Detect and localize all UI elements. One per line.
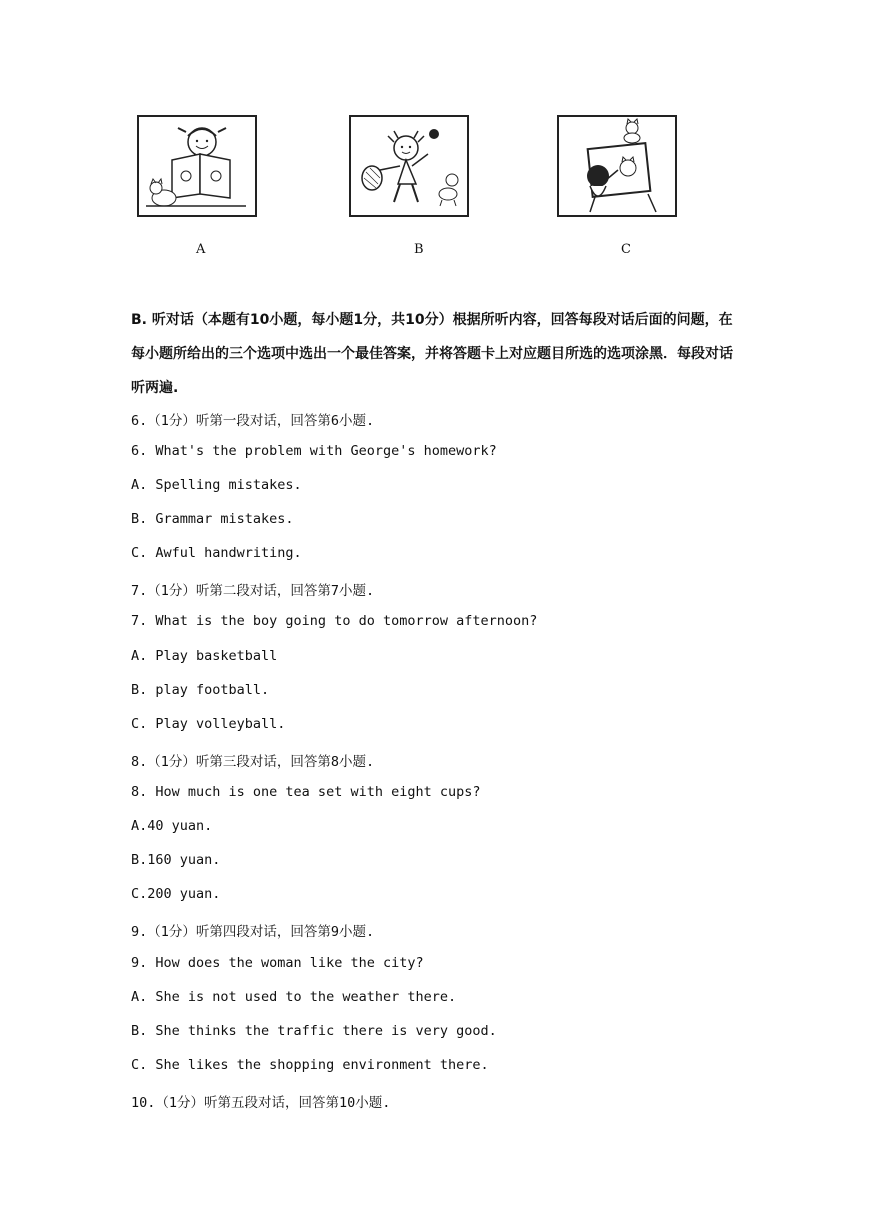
picture-b-caption: B xyxy=(414,242,424,257)
girl-painting-illustration xyxy=(556,114,678,218)
q8-question: 8. How much is one tea set with eight cups? xyxy=(131,784,481,800)
q6-option-c: C. Awful handwriting. xyxy=(131,545,302,561)
q8-instruction: 8.（1分）听第三段对话，回答第8小题. xyxy=(131,754,375,770)
q9-instruction: 9.（1分）听第四段对话，回答第9小题. xyxy=(131,924,375,940)
girl-reading-illustration xyxy=(136,114,258,218)
girl-tennis-illustration xyxy=(348,114,470,218)
q7-instruction: 7.（1分）听第二段对话，回答第7小题. xyxy=(131,583,375,599)
q9-option-a: A. She is not used to the weather there. xyxy=(131,989,457,1005)
picture-c xyxy=(556,114,678,218)
q6-option-b: B. Grammar mistakes. xyxy=(131,511,294,527)
section-b-instructions: B. 听对话（本题有10小题，每小题1分，共10分）根据所听内容，回答每段对话后面的问题，在每小题所给出的三个选项中选出一个最佳答案，并将答题卡上对应题目所选的选项涂黑．每段对话听两遍. xyxy=(131,312,733,396)
picture-a xyxy=(136,114,258,218)
q8-option-a: A.40 yuan. xyxy=(131,818,213,834)
q6-question: 6. What's the problem with George's homework? xyxy=(131,443,497,459)
q6-option-a: A. Spelling mistakes. xyxy=(131,477,302,493)
q6-instruction: 6.（1分）听第一段对话，回答第6小题. xyxy=(131,413,375,429)
q7-option-b: B. play football. xyxy=(131,682,270,698)
picture-a-caption: A xyxy=(196,242,206,257)
q9-option-c: C. She likes the shopping environment there. xyxy=(131,1057,489,1073)
q9-option-b: B. She thinks the traffic there is very good. xyxy=(131,1023,497,1039)
q7-option-a: A. Play basketball xyxy=(131,648,278,664)
picture-b xyxy=(348,114,470,218)
q9-question: 9. How does the woman like the city? xyxy=(131,955,424,971)
q8-option-c: C.200 yuan. xyxy=(131,886,221,902)
picture-c-caption: C xyxy=(621,242,631,257)
q7-option-c: C. Play volleyball. xyxy=(131,716,286,732)
q8-option-b: B.160 yuan. xyxy=(131,852,221,868)
q7-question: 7. What is the boy going to do tomorrow afternoon? xyxy=(131,613,538,629)
q10-instruction: 10.（1分）听第五段对话，回答第10小题. xyxy=(131,1095,391,1111)
